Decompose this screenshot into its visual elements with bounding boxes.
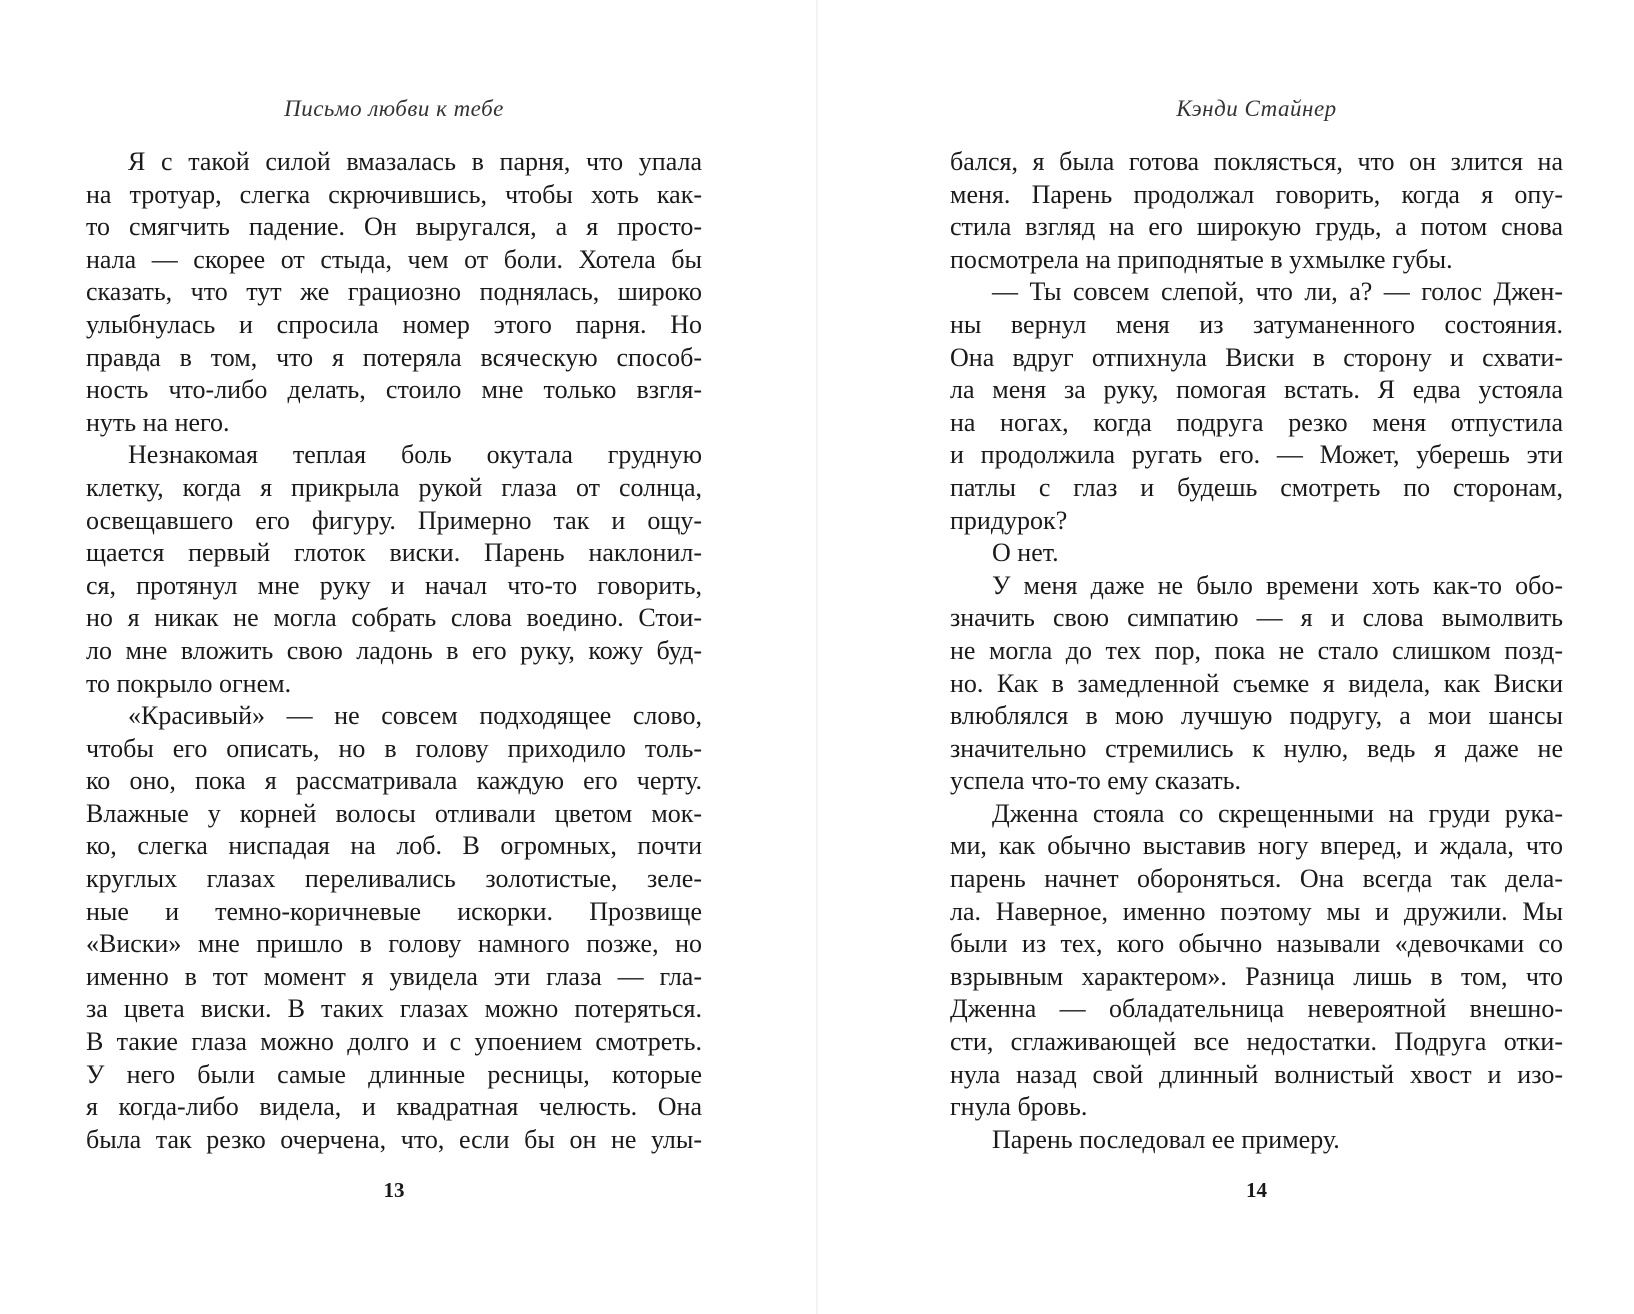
text-line: клетку, когда я прикрыла рукой глаза от солнца, xyxy=(86,472,702,502)
page-number: 13 xyxy=(383,1178,405,1202)
text-line: посмотрела на приподнятые в ухмылке губы. xyxy=(950,244,1453,274)
text-line: ла меня за руку, помогая встать. Я едва устояла xyxy=(950,375,1563,405)
text-line: Влажные у корней волосы отливали цветом мок- xyxy=(86,798,702,828)
text-line: — Ты совсем слепой, что ли, а? — голос Джен- xyxy=(992,277,1563,307)
text-line: то смягчить падение. Он выругался, а я просто- xyxy=(86,212,702,242)
text-line: ко, слегка ниспадая на лоб. В огромных, почти xyxy=(86,831,702,861)
text-line: чтобы его описать, но в голову приходило толь- xyxy=(86,733,702,763)
text-line: «Виски» мне пришло в голову намного позже, но xyxy=(86,929,702,959)
right-page xyxy=(950,0,1563,1314)
text-line: я когда-либо видела, и квадратная челюсть. Она xyxy=(86,1092,702,1122)
text-line: Парень последовал ее примеру. xyxy=(992,1124,1340,1154)
text-line: придурок? xyxy=(950,505,1068,535)
page-gutter xyxy=(816,0,818,1314)
text-line: патлы с глаз и будешь смотреть по сторонам, xyxy=(950,472,1563,502)
text-line: на ногах, когда подруга резко меня отпустила xyxy=(950,407,1563,437)
text-line: правда в том, что я потеряла всяческую способ- xyxy=(86,342,702,372)
text-line: В такие глаза можно долго и с упоением смотреть. xyxy=(86,1027,702,1057)
text-line: стила взгляд на его широкую грудь, а потом снова xyxy=(950,212,1563,242)
text-line: то покрыло огнем. xyxy=(86,668,292,698)
text-line: но я никак не могла собрать слова воедино. Стои- xyxy=(86,603,702,633)
text-line: парень начнет обороняться. Она всегда так дела- xyxy=(950,864,1563,894)
text-line: сказать, что тут же грациозно поднялась, широко xyxy=(86,277,702,307)
text-line: ны вернул меня из затуманенного состояния. xyxy=(950,309,1563,339)
text-line: ми, как обычно выставив ногу вперед, и ждала, что xyxy=(950,831,1563,861)
text-line: гнула бровь. xyxy=(950,1092,1088,1122)
text-line: нала — скорее от стыда, чем от боли. Хотела бы xyxy=(86,244,702,274)
text-line: ные и темно-коричневые искорки. Прозвище xyxy=(86,896,702,926)
text-line: «Красивый» — не совсем подходящее слово, xyxy=(128,701,702,731)
text-line: круглых глазах переливались золотистые, зеле- xyxy=(86,864,702,894)
text-line: взрывным характером». Разница лишь в том, что xyxy=(950,961,1563,991)
text-line: меня. Парень продолжал говорить, когда я опу- xyxy=(950,179,1563,209)
text-line: успела что-то ему сказать. xyxy=(950,766,1241,796)
text-line: значительно стремились к нулю, ведь я даже не xyxy=(950,733,1563,763)
text-line: сти, сглаживающей все недостатки. Подруга отки- xyxy=(950,1027,1563,1057)
text-line: нуть на него. xyxy=(86,407,230,437)
text-line: бался, я была готова поклясться, что он злится на xyxy=(950,147,1563,176)
running-head-title: Письмо любви к тебе xyxy=(284,96,504,121)
text-line: Дженна стояла со скрещенными на груди рука- xyxy=(992,798,1563,828)
left-page-text xyxy=(86,146,702,1156)
text-line: О нет. xyxy=(992,538,1059,568)
text-line: У него были самые длинные ресницы, которые xyxy=(86,1059,702,1089)
text-line: освещавшего его фигуру. Примерно так и ощу- xyxy=(86,505,702,535)
text-line: за цвета виски. В таких глазах можно потеряться. xyxy=(86,994,702,1024)
text-line: щается первый глоток виски. Парень наклонил- xyxy=(86,538,702,568)
text-line: Она вдруг отпихнула Виски в сторону и схвати- xyxy=(950,342,1563,372)
text-line: были из тех, кого обычно называли «девочками со xyxy=(950,929,1563,959)
page-number: 14 xyxy=(1246,1178,1267,1202)
left-page xyxy=(86,0,702,1314)
text-line: на тротуар, слегка скрючившись, чтобы хоть как- xyxy=(86,179,702,209)
text-line: именно в тот момент я увидела эти глаза — гла- xyxy=(86,961,702,991)
text-line: ся, протянул мне руку и начал что-то говорить, xyxy=(86,570,702,600)
text-line: Незнакомая теплая боль окутала грудную xyxy=(128,440,702,470)
text-line: улыбнулась и спросила номер этого парня. Но xyxy=(86,309,702,339)
text-line: значить свою симпатию — я и слова вымолвить xyxy=(950,603,1563,633)
text-line: была так резко очерчена, что, если бы он не улы- xyxy=(86,1124,702,1154)
text-line: влюблялся в мою лучшую подругу, а мои шансы xyxy=(950,701,1563,731)
text-line: У меня даже не было времени хоть как-то обо- xyxy=(992,570,1563,600)
text-line: Дженна — обладательница невероятной внешно- xyxy=(950,994,1563,1024)
text-line: Я с такой силой вмазалась в парня, что упала xyxy=(128,147,702,176)
running-head-author: Кэнди Стайнер xyxy=(1176,96,1337,121)
text-line: ло мне вложить свою ладонь в его руку, кожу буд- xyxy=(86,635,702,665)
text-line: ла. Наверное, именно поэтому мы и дружили. Мы xyxy=(950,896,1563,926)
text-line: и продолжила ругать его. — Может, уберешь эти xyxy=(950,440,1563,470)
text-line: нула назад свой длинный волнистый хвост и изо- xyxy=(950,1059,1563,1089)
text-line: но. Как в замедленной съемке я видела, как Виски xyxy=(950,668,1563,698)
text-line: ность что-либо делать, стоило мне только взгля- xyxy=(86,375,702,405)
text-line: ко оно, пока я рассматривала каждую его черту. xyxy=(86,766,702,796)
text-line: не могла до тех пор, пока не стало слишком позд- xyxy=(950,635,1563,665)
right-page-text xyxy=(950,146,1563,1156)
